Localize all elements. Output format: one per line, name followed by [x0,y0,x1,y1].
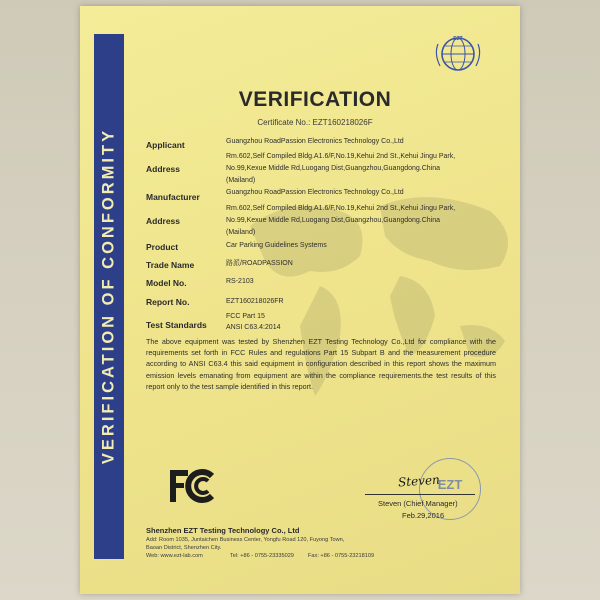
trade-name-label: Trade Name [146,260,195,270]
lab-fax: Fax: +86 - 0755-23218109 [308,553,375,559]
manufacturer-address-line2: No.99,Kexue Middle Rd,Luogang Dist,Guangzhou,Guangdong.China [226,217,441,224]
model-no-value: RS-2103 [226,278,254,285]
test-standards-line2: ANSI C63.4:2014 [226,324,281,331]
compliance-statement: The above equipment was tested by Shenzhen EZT Testing Technology Co.,Ltd for compliance with the requirements set forth in FCC Rules and regulations Part 15 Subpart B and the measurement procedure according to ANSI C63.4 this said equipment in configuration described in this report shows the maximum emission levels emanating from equipment are within the compliance requirements.the test results of this report only to the test sample identified in this report. [146,337,496,391]
manufacturer-address-line3: (Mailand) [226,229,256,236]
manufacturer-value: Guangzhou RoadPassion Electronics Technology Co.,Ltd [226,189,404,196]
certificate-number-label: Certificate No.: [257,118,311,127]
signature-line [365,494,475,495]
lab-tel: Tel: +86 - 0755-23335029 [230,553,294,559]
fcc-logo-icon [168,466,224,506]
product-label: Product [146,242,179,252]
trade-name-value: 路派/ROADPASSION [226,260,293,267]
lab-address-line2: Baoan District, Shenzhen City. [146,545,222,551]
document-title: VERIFICATION [238,88,392,111]
product-value: Car Parking Guidelines Systems [226,242,327,249]
signature-date: Feb.29,2016 [402,511,445,520]
stamp-text: EZT [437,477,463,492]
manufacturer-label: Manufacturer [146,192,200,202]
applicant-value: Guangzhou RoadPassion Electronics Technology Co.,Ltd [226,138,404,145]
report-no-value: EZT160218026FR [226,298,284,305]
certificate [80,6,520,594]
logo-text: EZT [453,36,463,42]
applicant-address-line3: (Mailand) [226,177,256,184]
model-no-label: Model No. [146,278,187,288]
test-standards-label: Test Standards [146,320,207,330]
ezt-globe-logo-icon [432,34,484,74]
manager-signature: Steven [397,472,441,490]
lab-web: Web: www.ezt-lab.com [146,553,203,559]
applicant-label: Applicant [146,140,185,150]
manufacturer-address-label: Address [146,216,181,226]
manufacturer-address-line1: Rm.602,Self Compiled Bldg.A1.6/F,No.19,Kehui 2nd St.,Kehui Jingu Park, [226,205,456,212]
certificate-number-value: EZT160218026F [312,118,373,127]
applicant-address-line2: No.99,Kexue Middle Rd,Luogang Dist,Guangzhou,Guangdong.China [226,165,441,172]
lab-address-line1: Add: Room 1035, Juntaichen Business Center, Yongfu Road 120, Fuyong Town, [146,537,345,543]
test-standards-line1: FCC Part 15 [226,313,265,320]
certificate-number [220,118,410,127]
side-banner-text: VERIFICATION OF CONFORMITY [99,127,118,465]
applicant-address-label: Address [146,164,181,174]
lab-name: Shenzhen EZT Testing Technology Co., Ltd [146,526,300,535]
report-no-label: Report No. [146,297,190,307]
applicant-address-line1: Rm.602,Self Compiled Bldg.A1.6/F,No.19,Kehui 2nd St.,Kehui Jingu Park, [226,153,456,160]
signer-name: Steven (Chief Manager) [378,499,458,508]
